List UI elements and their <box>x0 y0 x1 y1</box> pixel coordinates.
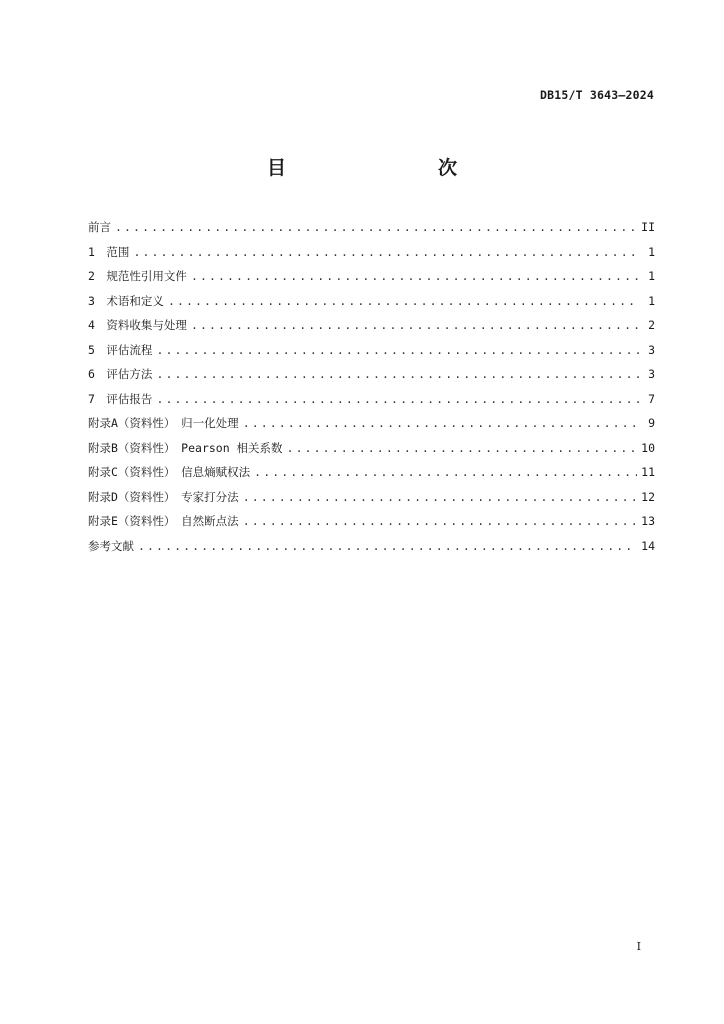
document-code: DB15/T 3643—2024 <box>540 88 654 102</box>
toc-entry-label: 附录D（资料性） 专家打分法 <box>88 489 239 504</box>
toc-entry[interactable] <box>88 317 655 342</box>
toc-entry-label: 6 评估方法 <box>88 367 153 381</box>
toc-entry-page: 3 <box>648 367 655 381</box>
toc-entry-page: 10 <box>641 440 655 455</box>
toc-entry[interactable] <box>88 464 655 489</box>
toc-entry-label: 附录C（资料性） 信息熵赋权法 <box>88 465 251 479</box>
toc-dot-leader <box>287 440 638 456</box>
toc-entry-label: 7 评估报告 <box>88 391 153 406</box>
toc-entry-label: 附录B（资料性） Pearson 相关系数 <box>88 440 283 455</box>
toc-dot-leader <box>243 489 637 505</box>
toc-entry[interactable] <box>88 366 655 391</box>
table-of-contents <box>88 219 655 562</box>
toc-dot-leader <box>243 513 637 529</box>
toc-entry-label: 附录E（资料性） 自然断点法 <box>88 514 239 528</box>
toc-entry-label: 4 资料收集与处理 <box>88 318 187 332</box>
toc-entry-page: 13 <box>641 514 655 528</box>
toc-dot-leader <box>115 219 637 235</box>
page-title: 目 次 <box>266 157 495 179</box>
toc-entry-page: 1 <box>648 244 655 259</box>
toc-entry-label: 2 规范性引用文件 <box>88 269 187 283</box>
toc-entry-page: 1 <box>648 269 655 283</box>
toc-entry-page: 9 <box>648 416 655 430</box>
toc-entry[interactable] <box>88 415 655 440</box>
toc-entry[interactable] <box>88 219 655 244</box>
toc-entry-page: 12 <box>641 489 655 504</box>
toc-entry-page: 11 <box>641 465 655 479</box>
toc-entry-page: II <box>641 220 655 234</box>
toc-entry-page: 14 <box>641 538 655 553</box>
toc-dot-leader <box>254 464 637 480</box>
toc-entry-page: 7 <box>648 391 655 406</box>
toc-dot-leader <box>191 317 639 333</box>
toc-dot-leader <box>156 366 639 382</box>
toc-entry[interactable] <box>88 538 655 563</box>
toc-entry[interactable] <box>88 293 655 318</box>
toc-entry-page: 2 <box>648 318 655 332</box>
toc-dot-leader <box>156 391 639 407</box>
toc-entry[interactable] <box>88 268 655 293</box>
toc-entry-label: 附录A（资料性） 归一化处理 <box>88 416 239 430</box>
toc-entry-page: 1 <box>648 293 655 308</box>
toc-dot-leader <box>243 415 639 431</box>
toc-entry-label: 5 评估流程 <box>88 342 153 357</box>
toc-entry[interactable] <box>88 342 655 367</box>
toc-dot-leader <box>168 293 639 309</box>
toc-entry[interactable] <box>88 489 655 514</box>
toc-entry[interactable] <box>88 513 655 538</box>
toc-dot-leader <box>156 342 639 358</box>
page-number: I <box>636 940 641 953</box>
toc-entry[interactable] <box>88 391 655 416</box>
toc-dot-leader <box>133 244 639 260</box>
toc-entry[interactable] <box>88 440 655 465</box>
toc-dot-leader <box>138 538 637 554</box>
toc-entry-page: 3 <box>648 342 655 357</box>
toc-entry[interactable] <box>88 244 655 269</box>
toc-entry-label: 1 范围 <box>88 244 130 259</box>
toc-entry-label: 3 术语和定义 <box>88 293 164 308</box>
toc-entry-label: 参考文献 <box>88 538 134 553</box>
toc-entry-label: 前言 <box>88 220 111 234</box>
toc-dot-leader <box>191 268 639 284</box>
